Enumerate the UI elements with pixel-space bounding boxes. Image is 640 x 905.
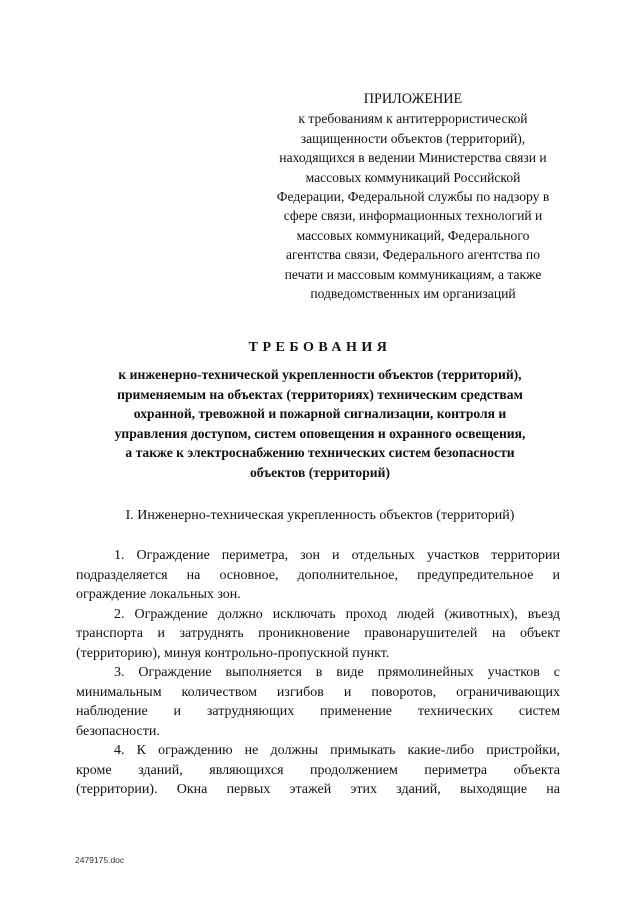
document-title: ТРЕБОВАНИЯ [248,340,392,355]
appendix-line: Федерации, Федеральной службы по надзору в [276,189,550,205]
appendix-title: ПРИЛОЖЕНИЕ [363,91,463,107]
paragraph-line: ограждение локальных зон. [76,587,241,602]
appendix-line: находящихся в ведении Министерства связи и [279,150,547,166]
subtitle-line: управления доступом, систем оповещения и охранного освещения, [114,425,526,441]
document-subtitle [60,365,580,483]
paragraph-line: (территории). Окна первых этажей этих зданий, выходящие на [76,782,560,797]
appendix-line: подведомственных им организаций [310,286,516,302]
paragraph-line: наблюдение и затрудняющих применение технических систем [76,704,560,719]
paragraph-4 [76,741,560,800]
paragraph-line: 3. Ограждение выполняется в виде прямолинейных участков с [114,665,560,680]
subtitle-line: охранной, тревожной и пожарной сигнализации, контроля и [133,406,507,422]
footer-filename: 2479175.doc [75,855,125,865]
subtitle-line: к инженерно-технической укрепленности объектов (территорий), [118,367,522,382]
appendix-line: защищенности объектов (территорий), [300,130,526,146]
paragraph-line: кроме зданий, являющихся продолжением периметра объекта [76,762,560,778]
paragraph-line: безопасности. [76,723,160,739]
document-body [76,546,560,800]
appendix-line: агентства связи, Федерального агентства по [286,247,540,263]
paragraph-3 [76,663,560,741]
subtitle-line: применяемым на объектах (территориях) техническим средствам [117,386,523,402]
appendix-line: сфере связи, информационных технологий и [283,208,543,224]
appendix-line: массовых коммуникаций Российской [305,169,521,185]
subtitle-line: а также к электроснабжению технических систем безопасности [125,445,515,461]
paragraph-line: 1. Ограждение периметра, зон и отдельных участков территории [114,548,560,563]
subtitle-line: объектов (территорий) [250,464,390,480]
paragraph-2 [76,605,560,664]
appendix-block [268,90,558,303]
paragraph-line: подразделяется на основное, дополнительное, предупредительное и [76,567,560,583]
appendix-line: печати и массовым коммуникациям, а также [284,266,542,282]
paragraph-1 [76,546,560,605]
paragraph-line: транспорта и затруднять проникновение правонарушителей на объект [76,626,560,641]
section-heading: I. Инженерно-техническая укрепленность объектов (территорий) [125,508,515,523]
appendix-line: массовых коммуникаций, Федерального [296,227,530,243]
paragraph-line: 2. Ограждение должно исключать проход людей (животных), въезд [114,606,560,622]
paragraph-line: 4. К ограждению не должны примыкать какие-либо пристройки, [114,743,560,758]
paragraph-line: минимальным количеством изгибов и поворотов, ограничивающих [76,684,560,700]
appendix-line: к требованиям к антитеррористической [298,111,528,127]
paragraph-line: (территорию), минуя контрольно-пропускной пункт. [76,645,390,661]
